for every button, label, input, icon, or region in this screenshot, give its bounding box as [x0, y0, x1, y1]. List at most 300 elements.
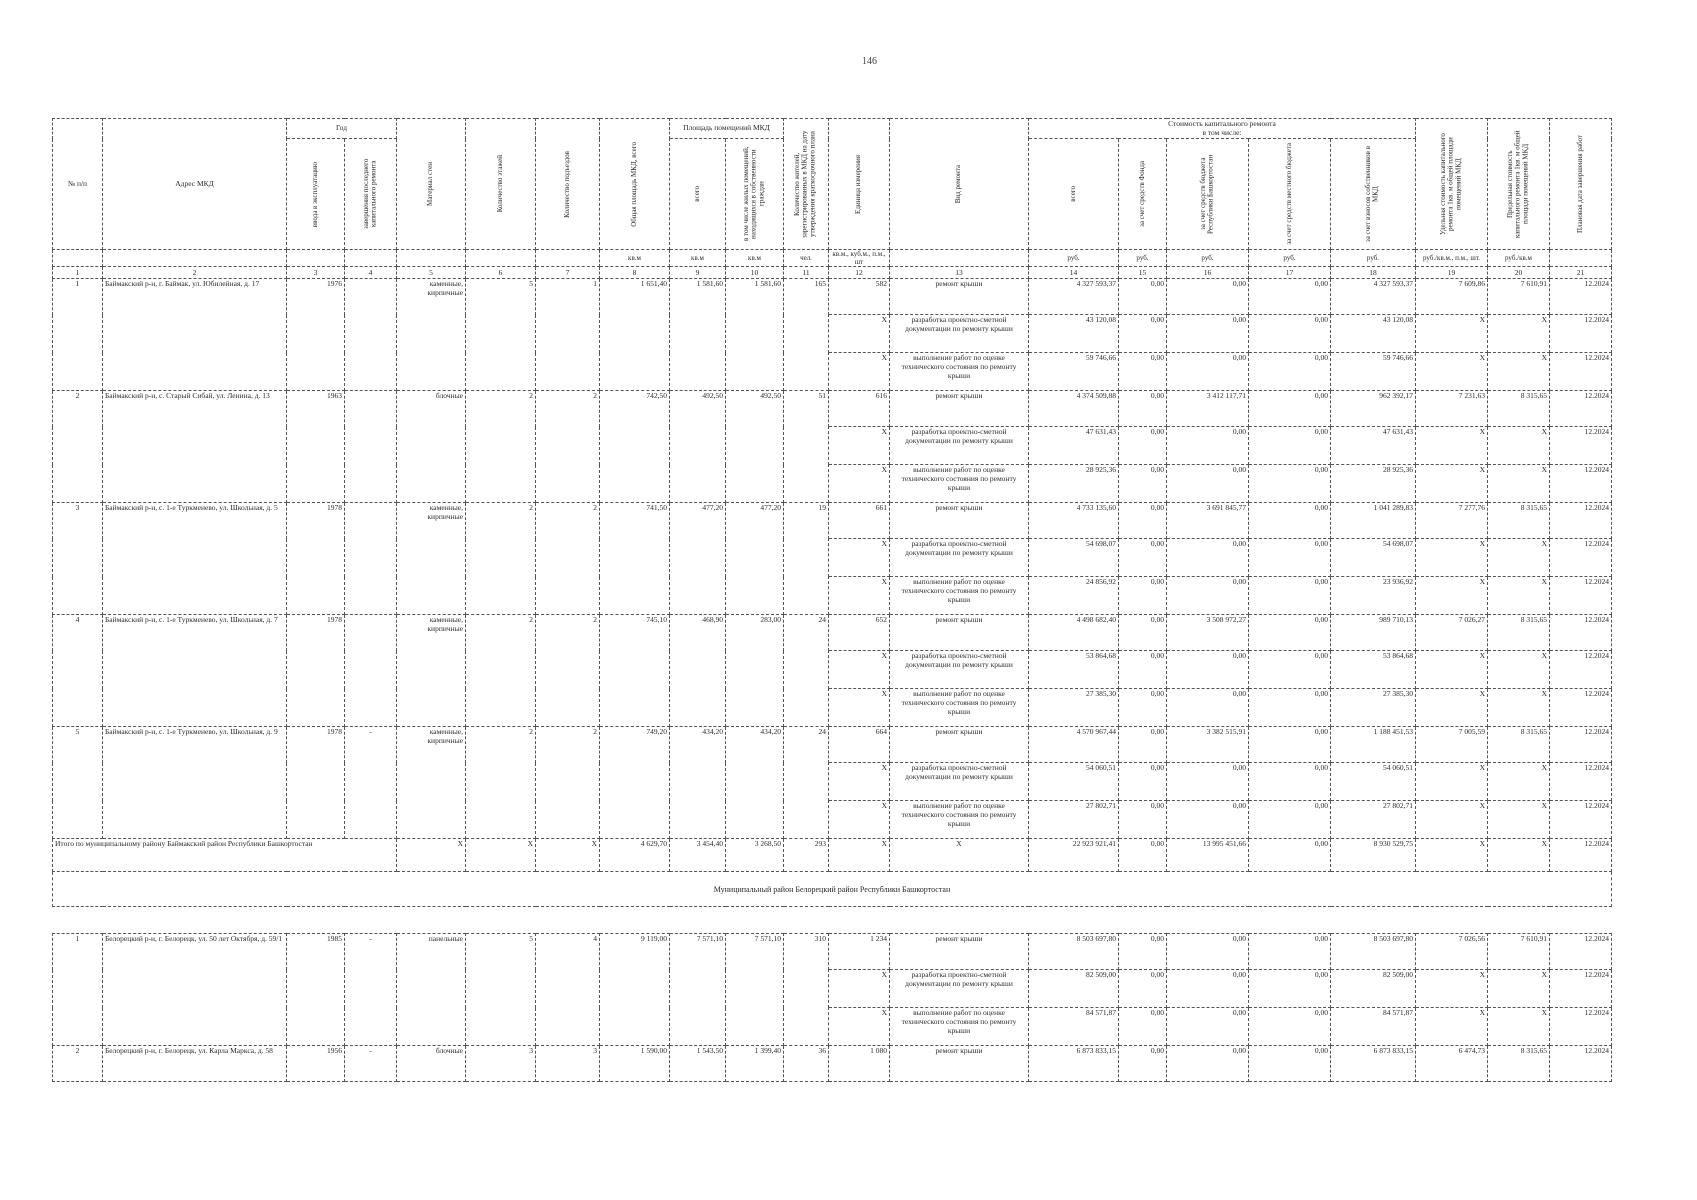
cost-owners: 962 392,17: [1331, 391, 1416, 427]
table-row: [53, 934, 1612, 970]
unit-cost: X: [1416, 577, 1488, 615]
repair-registry-table: [52, 118, 1612, 1082]
column-number: 3: [287, 267, 345, 279]
area-all: 1 543,50: [670, 1046, 726, 1082]
work-quantity: X: [829, 763, 890, 801]
cost-total: 59 746,66: [1029, 353, 1119, 391]
cost-total: 4 570 967,44: [1029, 727, 1119, 763]
cost-fund: 0,00: [1119, 763, 1167, 801]
cost-local: 0,00: [1249, 427, 1331, 465]
floors-count: 2: [466, 727, 536, 839]
work-type: разработка проектно-сметной документации по ремонту крыши: [890, 539, 1029, 577]
residents-count: 24: [784, 727, 829, 839]
cost-total: 28 925,36: [1029, 465, 1119, 503]
cost-local: 0,00: [1249, 689, 1331, 727]
unit-cost: 7 609,86: [1416, 279, 1488, 315]
entrances-count: 2: [536, 727, 600, 839]
column-number: 5: [397, 267, 466, 279]
max-cost: X: [1488, 465, 1550, 503]
cost-owners: 23 936,92: [1331, 577, 1416, 615]
cost-fund: 0,00: [1119, 353, 1167, 391]
work-type: разработка проектно-сметной документации по ремонту крыши: [890, 651, 1029, 689]
column-number: 10: [726, 267, 784, 279]
cost-total: 82 509,00: [1029, 970, 1119, 1008]
header-address: Адрес МКД: [103, 119, 287, 250]
work-type: выполнение работ по оценке технического состояния по ремонту крыши: [890, 577, 1029, 615]
header-cost-owners: за счет взносов собственников в МКД: [1331, 139, 1416, 250]
section-row: [53, 872, 1612, 907]
cost-local: 0,00: [1249, 539, 1331, 577]
cost-fund: 0,00: [1119, 391, 1167, 427]
cost-owners: 8 503 697,80: [1331, 934, 1416, 970]
floors-count: 2: [466, 391, 536, 503]
unit-label: руб.: [1029, 250, 1119, 267]
total-area: 1 651,40: [600, 279, 670, 391]
header-area-residential: в том числе жилых помещений, находящихся в собственности граждан: [726, 139, 784, 250]
header-wall-material: Материал стен: [397, 119, 466, 250]
unit-cost: X: [1416, 651, 1488, 689]
building-address: Баймакский р-н, с. 1-е Туркменево, ул. Школьная, д. 7: [103, 615, 287, 727]
area-all: 468,90: [670, 615, 726, 727]
subtotal-area-all: 3 454,40: [670, 839, 726, 872]
floors-count: 3: [466, 1046, 536, 1082]
subtotal-quantity: X: [829, 839, 890, 872]
deadline-date: 12.2024: [1550, 727, 1612, 763]
area-all: 7 571,10: [670, 934, 726, 1046]
subtotal-total-area: 4 629,70: [600, 839, 670, 872]
cost-total: 4 374 509,88: [1029, 391, 1119, 427]
cost-owners: 59 746,66: [1331, 353, 1416, 391]
cost-local: 0,00: [1249, 763, 1331, 801]
total-area: 1 590,00: [600, 1046, 670, 1082]
cost-owners: 43 120,08: [1331, 315, 1416, 353]
deadline-date: 12.2024: [1550, 801, 1612, 839]
cost-local: 0,00: [1249, 970, 1331, 1008]
column-number: 1: [53, 267, 103, 279]
cost-total: 8 503 697,80: [1029, 934, 1119, 970]
subtotal-cost-local: 0,00: [1249, 839, 1331, 872]
subtotal-row: [53, 839, 1612, 872]
year-built: 1956: [287, 1046, 345, 1082]
year-last-repair: -: [345, 727, 397, 839]
cost-local: 0,00: [1249, 615, 1331, 651]
unit-cost: 6 474,73: [1416, 1046, 1488, 1082]
subtotal-residents: 293: [784, 839, 829, 872]
building-address: Баймакский р-н, г. Баймак, ул. Юбилейная, д. 17: [103, 279, 287, 391]
building-address: Баймакский р-н, с. 1-е Туркменево, ул. Школьная, д. 9: [103, 727, 287, 839]
unit-label: кв.м: [600, 250, 670, 267]
column-number: 15: [1119, 267, 1167, 279]
work-type: выполнение работ по оценке технического состояния по ремонту крыши: [890, 1008, 1029, 1046]
cost-republic: 3 508 972,27: [1167, 615, 1249, 651]
wall-material: блочные: [397, 391, 466, 503]
max-cost: 8 315,65: [1488, 503, 1550, 539]
deadline-date: 12.2024: [1550, 577, 1612, 615]
entrances-count: 3: [536, 1046, 600, 1082]
building-address: Баймакский р-н, с. 1-е Туркменево, ул. Школьная, д. 5: [103, 503, 287, 615]
max-cost: X: [1488, 315, 1550, 353]
cost-total: 54 060,51: [1029, 763, 1119, 801]
cost-republic: 0,00: [1167, 279, 1249, 315]
year-built: 1978: [287, 615, 345, 727]
cost-republic: 3 691 845,77: [1167, 503, 1249, 539]
header-cost-republic: за счет средств бюджета Республики Башкортостан: [1167, 139, 1249, 250]
unit-cost: X: [1416, 801, 1488, 839]
cost-local: 0,00: [1249, 503, 1331, 539]
work-quantity: X: [829, 689, 890, 727]
area-all: 1 581,60: [670, 279, 726, 391]
entrances-count: 2: [536, 391, 600, 503]
unit-label: руб./кв.м., п.м., шт.: [1416, 250, 1488, 267]
cost-local: 0,00: [1249, 279, 1331, 315]
cost-owners: 84 571,87: [1331, 1008, 1416, 1046]
work-quantity: 582: [829, 279, 890, 315]
work-quantity: 664: [829, 727, 890, 763]
deadline-date: 12.2024: [1550, 970, 1612, 1008]
spacer-cell: [53, 907, 1612, 934]
unit-cost: X: [1416, 970, 1488, 1008]
cost-fund: 0,00: [1119, 615, 1167, 651]
cost-fund: 0,00: [1119, 651, 1167, 689]
cost-fund: 0,00: [1119, 503, 1167, 539]
max-cost: X: [1488, 427, 1550, 465]
subtotal-label: Итого по муниципальному району Баймакский район Республики Башкортостан: [53, 839, 397, 872]
cost-republic: 0,00: [1167, 651, 1249, 689]
max-cost: X: [1488, 801, 1550, 839]
cost-total: 47 631,43: [1029, 427, 1119, 465]
cost-fund: 0,00: [1119, 279, 1167, 315]
table-row: [53, 615, 1612, 651]
entrances-count: 1: [536, 279, 600, 391]
area-residential: 492,50: [726, 391, 784, 503]
column-number: 21: [1550, 267, 1612, 279]
cost-owners: 6 873 833,15: [1331, 1046, 1416, 1082]
cost-total: 43 120,08: [1029, 315, 1119, 353]
subtotal-deadline: 12.2024: [1550, 839, 1612, 872]
unit-cost: X: [1416, 465, 1488, 503]
cost-fund: 0,00: [1119, 577, 1167, 615]
deadline-date: 12.2024: [1550, 934, 1612, 970]
unit-label: кв.м: [670, 250, 726, 267]
cost-local: 0,00: [1249, 465, 1331, 503]
table-row: [53, 391, 1612, 427]
cost-local: 0,00: [1249, 315, 1331, 353]
year-last-repair: [345, 615, 397, 727]
cost-local: 0,00: [1249, 727, 1331, 763]
work-quantity: 1 080: [829, 1046, 890, 1082]
cost-total: 4 733 135,60: [1029, 503, 1119, 539]
floors-count: 5: [466, 279, 536, 391]
header-entrances: Количество подъездов: [536, 119, 600, 250]
work-type: выполнение работ по оценке технического состояния по ремонту крыши: [890, 801, 1029, 839]
column-number: 11: [784, 267, 829, 279]
residents-count: 165: [784, 279, 829, 391]
column-number: 7: [536, 267, 600, 279]
unit-label: кв.м., куб.м., п.м., шт: [829, 250, 890, 267]
header-max-cost: Предельная стоимость капитального ремонта 1кв. м общей площади помещений МКД: [1488, 119, 1550, 250]
work-type: ремонт крыши: [890, 615, 1029, 651]
unit-label: чел.: [784, 250, 829, 267]
year-built: 1985: [287, 934, 345, 1046]
cost-local: 0,00: [1249, 391, 1331, 427]
cost-owners: 47 631,43: [1331, 427, 1416, 465]
header-cost-local: за счет средств местного бюджета: [1249, 139, 1331, 250]
row-number: 1: [53, 279, 103, 391]
cost-fund: 0,00: [1119, 801, 1167, 839]
cost-republic: 0,00: [1167, 577, 1249, 615]
work-quantity: X: [829, 427, 890, 465]
wall-material: каменные, кирпичные: [397, 615, 466, 727]
area-residential: 7 571,10: [726, 934, 784, 1046]
max-cost: 8 315,65: [1488, 1046, 1550, 1082]
column-number: 18: [1331, 267, 1416, 279]
cost-owners: 4 327 593,37: [1331, 279, 1416, 315]
building-address: Баймакский р-н, с. Старый Сибай, ул. Ленина, д. 13: [103, 391, 287, 503]
unit-label: руб.: [1119, 250, 1167, 267]
total-area: 749,20: [600, 727, 670, 839]
cost-owners: 1 188 451,53: [1331, 727, 1416, 763]
cost-total: 54 698,07: [1029, 539, 1119, 577]
residents-count: 51: [784, 391, 829, 503]
section-title: Муниципальный район Белорецкий район Республики Башкортостан: [53, 872, 1612, 907]
deadline-date: 12.2024: [1550, 391, 1612, 427]
unit-cost: X: [1416, 763, 1488, 801]
table-row: [53, 727, 1612, 763]
wall-material: каменные, кирпичные: [397, 727, 466, 839]
unit-cost: 7 005,59: [1416, 727, 1488, 763]
work-quantity: 616: [829, 391, 890, 427]
column-number: 6: [466, 267, 536, 279]
work-quantity: X: [829, 1008, 890, 1046]
header-unit-cost: Удельная стоимость капитального ремонта 1кв. м общей площади помещений МКД: [1416, 119, 1488, 250]
cost-owners: 27 385,30: [1331, 689, 1416, 727]
work-type: ремонт крыши: [890, 727, 1029, 763]
unit-label: руб.: [1249, 250, 1331, 267]
total-area: 741,50: [600, 503, 670, 615]
cost-republic: 0,00: [1167, 1008, 1249, 1046]
max-cost: 7 610,91: [1488, 279, 1550, 315]
deadline-date: 12.2024: [1550, 465, 1612, 503]
cost-total: 84 571,87: [1029, 1008, 1119, 1046]
area-residential: 283,00: [726, 615, 784, 727]
row-number: 2: [53, 391, 103, 503]
subtotal-cost-republic: 13 995 451,66: [1167, 839, 1249, 872]
cost-fund: 0,00: [1119, 539, 1167, 577]
row-number: 1: [53, 934, 103, 1046]
deadline-date: 12.2024: [1550, 651, 1612, 689]
cost-fund: 0,00: [1119, 315, 1167, 353]
max-cost: 7 610,91: [1488, 934, 1550, 970]
page-number: 146: [862, 56, 877, 67]
subtotal-max-cost: X: [1488, 839, 1550, 872]
header-deadline: Плановая дата завершения работ: [1550, 119, 1612, 250]
row-number: 4: [53, 615, 103, 727]
year-last-repair: [345, 279, 397, 391]
cost-owners: 28 925,36: [1331, 465, 1416, 503]
max-cost: X: [1488, 1008, 1550, 1046]
unit-cost: 7 231,63: [1416, 391, 1488, 427]
header-work-type: Вид ремонта: [890, 119, 1029, 250]
subtotal-floors: X: [466, 839, 536, 872]
residents-count: 24: [784, 615, 829, 727]
unit-cost: 7 277,76: [1416, 503, 1488, 539]
subtotal-material: X: [397, 839, 466, 872]
work-quantity: 661: [829, 503, 890, 539]
subtotal-cost-total: 22 923 921,41: [1029, 839, 1119, 872]
header-unit: Единица измерения: [829, 119, 890, 250]
max-cost: X: [1488, 577, 1550, 615]
column-number: 14: [1029, 267, 1119, 279]
header-cost-fund: за счет средств Фонда: [1119, 139, 1167, 250]
max-cost: X: [1488, 970, 1550, 1008]
cost-republic: 0,00: [1167, 353, 1249, 391]
total-area: 742,50: [600, 391, 670, 503]
work-quantity: 652: [829, 615, 890, 651]
column-number: 8: [600, 267, 670, 279]
column-number: 2: [103, 267, 287, 279]
building-address: Белорецкий р-н, г. Белорецк, ул. Карла Маркса, д. 58: [103, 1046, 287, 1082]
wall-material: каменные, кирпичные: [397, 503, 466, 615]
cost-fund: 0,00: [1119, 1046, 1167, 1082]
cost-fund: 0,00: [1119, 727, 1167, 763]
max-cost: 8 315,65: [1488, 727, 1550, 763]
work-type: ремонт крыши: [890, 934, 1029, 970]
table-row: [53, 503, 1612, 539]
cost-total: 27 802,71: [1029, 801, 1119, 839]
area-residential: 1 399,40: [726, 1046, 784, 1082]
row-number: 3: [53, 503, 103, 615]
deadline-date: 12.2024: [1550, 1008, 1612, 1046]
cost-owners: 54 698,07: [1331, 539, 1416, 577]
year-built: 1978: [287, 727, 345, 839]
wall-material: панельные: [397, 934, 466, 1046]
work-type: ремонт крыши: [890, 503, 1029, 539]
cost-fund: 0,00: [1119, 1008, 1167, 1046]
work-type: выполнение работ по оценке технического состояния по ремонту крыши: [890, 465, 1029, 503]
cost-total: 6 873 833,15: [1029, 1046, 1119, 1082]
table-row: [53, 1046, 1612, 1082]
work-quantity: X: [829, 651, 890, 689]
cost-local: 0,00: [1249, 1046, 1331, 1082]
unit-cost: 7 026,27: [1416, 615, 1488, 651]
unit-cost: X: [1416, 689, 1488, 727]
max-cost: X: [1488, 763, 1550, 801]
cost-republic: 0,00: [1167, 1046, 1249, 1082]
area-residential: 477,20: [726, 503, 784, 615]
max-cost: 8 315,65: [1488, 391, 1550, 427]
cost-republic: 0,00: [1167, 539, 1249, 577]
header-year-last-repair: завершения последнего капитального ремонта: [345, 139, 397, 250]
cost-owners: 53 864,68: [1331, 651, 1416, 689]
building-address: Белорецкий р-н, г. Белорецк, ул. 50 лет Октября, д. 59/1: [103, 934, 287, 1046]
deadline-date: 12.2024: [1550, 615, 1612, 651]
unit-cost: 7 026,56: [1416, 934, 1488, 970]
area-residential: 1 581,60: [726, 279, 784, 391]
cost-owners: 27 802,71: [1331, 801, 1416, 839]
cost-fund: 0,00: [1119, 465, 1167, 503]
column-number: 17: [1249, 267, 1331, 279]
work-quantity: X: [829, 970, 890, 1008]
subtotal-cost-owners: 8 930 529,75: [1331, 839, 1416, 872]
unit-cost: X: [1416, 427, 1488, 465]
year-built: 1963: [287, 391, 345, 503]
work-type: разработка проектно-сметной документации по ремонту крыши: [890, 970, 1029, 1008]
column-number: 12: [829, 267, 890, 279]
header-no: № п/п: [53, 119, 103, 250]
unit-label: руб.: [1331, 250, 1416, 267]
floors-count: 5: [466, 934, 536, 1046]
work-type: ремонт крыши: [890, 1046, 1029, 1082]
entrances-count: 4: [536, 934, 600, 1046]
area-residential: 434,20: [726, 727, 784, 839]
work-quantity: X: [829, 353, 890, 391]
cost-total: 27 385,30: [1029, 689, 1119, 727]
year-last-repair: [345, 503, 397, 615]
work-type: ремонт крыши: [890, 279, 1029, 315]
deadline-date: 12.2024: [1550, 763, 1612, 801]
header-cost-group: Стоимость капитального ремонта в том числе:: [1029, 119, 1416, 139]
header-area-group: Площадь помещений МКД: [670, 119, 784, 139]
cost-local: 0,00: [1249, 353, 1331, 391]
deadline-date: 12.2024: [1550, 689, 1612, 727]
unit-label: кв.м: [726, 250, 784, 267]
column-number-row: [53, 267, 1612, 279]
work-type: разработка проектно-сметной документации по ремонту крыши: [890, 427, 1029, 465]
deadline-date: 12.2024: [1550, 1046, 1612, 1082]
unit-cost: X: [1416, 1008, 1488, 1046]
work-type: выполнение работ по оценке технического состояния по ремонту крыши: [890, 353, 1029, 391]
max-cost: 8 315,65: [1488, 615, 1550, 651]
unit-label: руб./кв.м: [1488, 250, 1550, 267]
total-area: 745,10: [600, 615, 670, 727]
residents-count: 36: [784, 1046, 829, 1082]
floors-count: 2: [466, 503, 536, 615]
cost-republic: 3 382 515,91: [1167, 727, 1249, 763]
wall-material: блочные: [397, 1046, 466, 1082]
cost-total: 4 327 593,37: [1029, 279, 1119, 315]
year-last-repair: [345, 391, 397, 503]
work-type: разработка проектно-сметной документации по ремонту крыши: [890, 763, 1029, 801]
work-quantity: X: [829, 577, 890, 615]
area-all: 434,20: [670, 727, 726, 839]
area-all: 492,50: [670, 391, 726, 503]
work-quantity: 1 234: [829, 934, 890, 970]
area-all: 477,20: [670, 503, 726, 615]
column-number: 9: [670, 267, 726, 279]
column-number: 13: [890, 267, 1029, 279]
header-residents: Количество жителей, зарегистрированных в МКД на дату утверждения краткосрочного плана: [784, 119, 829, 250]
work-type: ремонт крыши: [890, 391, 1029, 427]
header-year-built: ввода в эксплуатацию: [287, 139, 345, 250]
cost-local: 0,00: [1249, 934, 1331, 970]
header-year-group: Год: [287, 119, 397, 139]
cost-total: 24 856,92: [1029, 577, 1119, 615]
work-quantity: X: [829, 801, 890, 839]
cost-total: 4 498 682,40: [1029, 615, 1119, 651]
unit-cost: X: [1416, 353, 1488, 391]
cost-local: 0,00: [1249, 801, 1331, 839]
header-total-area: Общая площадь МКД, всего: [600, 119, 670, 250]
cost-local: 0,00: [1249, 1008, 1331, 1046]
cost-republic: 0,00: [1167, 465, 1249, 503]
cost-local: 0,00: [1249, 651, 1331, 689]
cost-fund: 0,00: [1119, 427, 1167, 465]
column-number: 4: [345, 267, 397, 279]
max-cost: X: [1488, 651, 1550, 689]
cost-republic: 0,00: [1167, 315, 1249, 353]
max-cost: X: [1488, 353, 1550, 391]
cost-republic: 0,00: [1167, 970, 1249, 1008]
